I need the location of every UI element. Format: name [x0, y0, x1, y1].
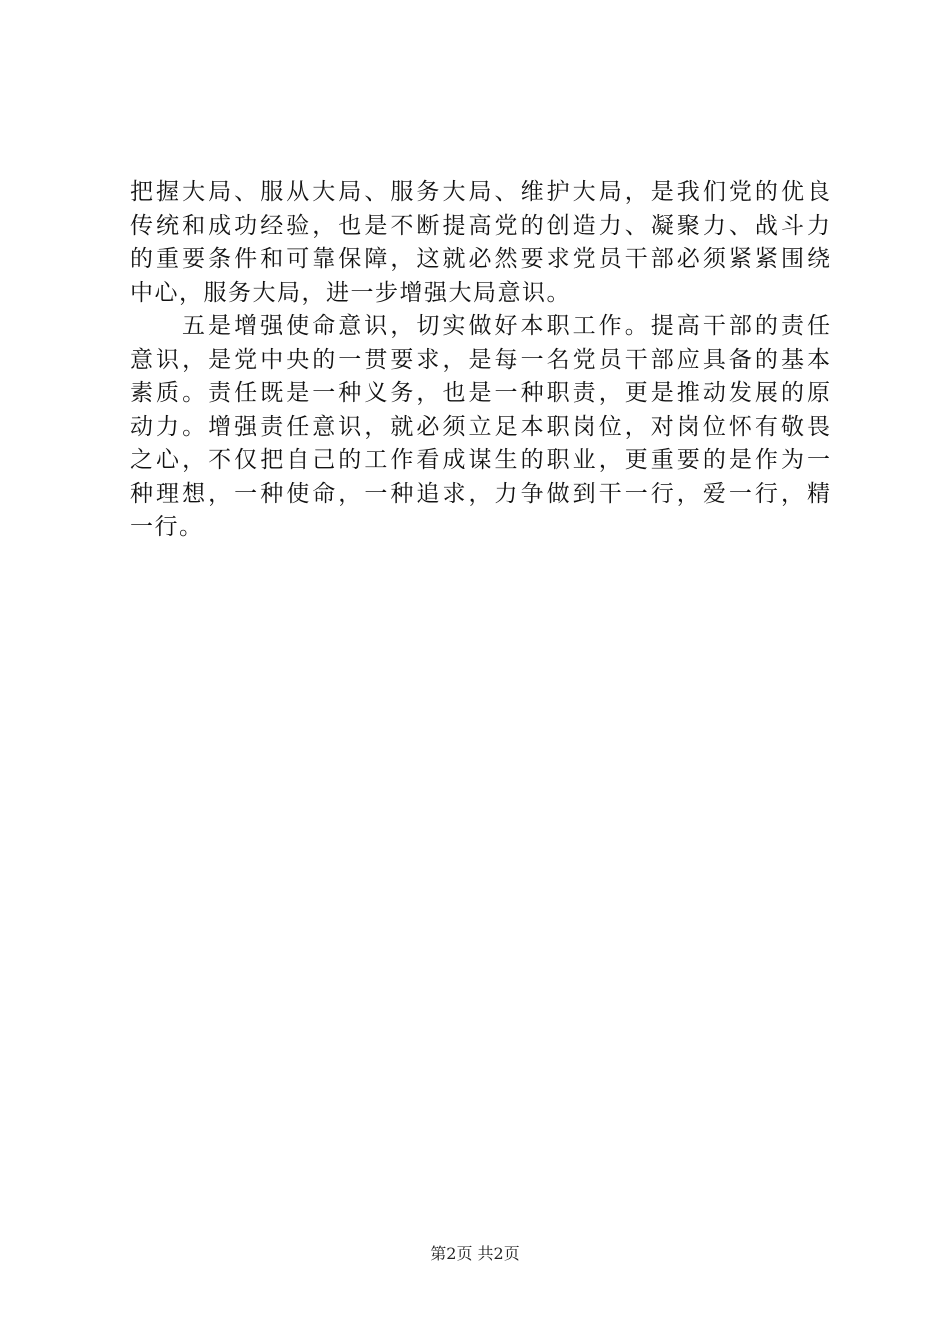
text-line: 中心，服务大局，进一步增强大局意识。	[130, 279, 571, 306]
text-line: 种理想，一种使命，一种追求，力争做到干一行，爱一行，精	[130, 480, 830, 507]
page-footer	[0, 1244, 950, 1264]
text-line: 意识，是党中央的一贯要求，是每一名党员干部应具备的基本	[130, 346, 830, 373]
text-line: 传统和成功经验，也是不断提高党的创造力、凝聚力、战斗力	[130, 212, 830, 239]
text-line: 之心，不仅把自己的工作看成谋生的职业，更重要的是作为一	[130, 447, 830, 473]
text-line: 动力。增强责任意识，就必须立足本职岗位，对岗位怀有敬畏	[130, 413, 830, 440]
text-line: 的重要条件和可靠保障，这就必然要求党员干部必须紧紧围绕	[130, 246, 830, 272]
text-line: 五是增强使命意识，切实做好本职工作。提高干部的责任	[182, 313, 830, 339]
text-line: 把握大局、服从大局、服务大局、维护大局，是我们党的优良	[130, 179, 830, 205]
text-line: 一行。	[130, 514, 204, 540]
body-text	[130, 176, 830, 545]
page-number-label: 第2页 共2页	[430, 1244, 520, 1263]
text-line: 素质。责任既是一种义务，也是一种职责，更是推动发展的原	[130, 380, 830, 406]
